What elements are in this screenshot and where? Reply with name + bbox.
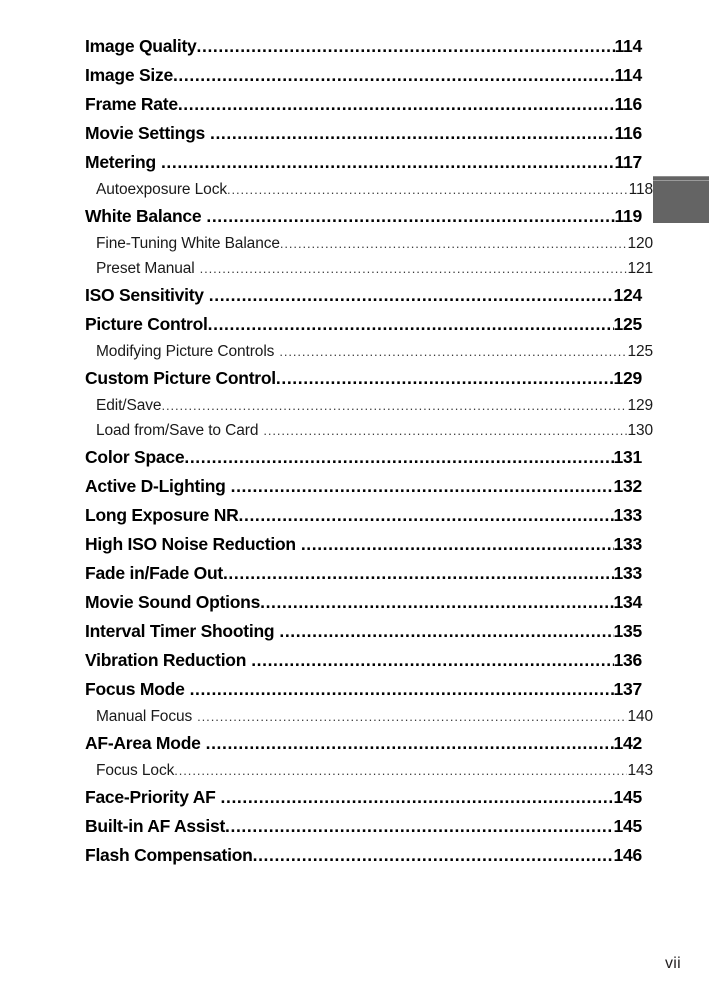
toc-dot-leader: [209, 285, 614, 306]
toc-entry-page-number: 124: [613, 285, 642, 305]
toc-dot-leader: [227, 182, 629, 197]
toc-dot-leader: [279, 344, 627, 359]
toc-entry-page-number: 116: [614, 94, 642, 114]
toc-dot-leader: [200, 261, 628, 276]
toc-entry-label: Preset Manual: [96, 260, 195, 277]
toc-entry-page-number: 131: [613, 447, 642, 467]
toc-entry-label: Manual Focus: [96, 708, 193, 725]
toc-entry-label: Edit/Save: [96, 397, 162, 414]
toc-entry-page-number: 117: [614, 152, 642, 172]
toc-entry-label: Picture Control: [85, 314, 208, 334]
toc-dot-leader: [253, 845, 614, 866]
toc-entry[interactable]: [85, 181, 653, 206]
toc-dot-leader: [206, 733, 614, 754]
toc-dot-leader: [210, 123, 615, 144]
toc-entry-page-number: 114: [614, 65, 642, 85]
toc-entry-page-number: 132: [613, 476, 642, 496]
toc-dot-leader: [206, 206, 614, 227]
toc-dot-leader: [276, 368, 614, 389]
toc-dot-leader: [263, 423, 627, 438]
toc-entry-page-number: 114: [614, 36, 642, 56]
toc-entry-label: Modifying Picture Controls: [96, 343, 275, 360]
toc-entry[interactable]: [85, 94, 642, 123]
toc-entry-label: Vibration Reduction: [85, 650, 247, 670]
toc-entry[interactable]: [85, 534, 642, 563]
toc-entry-label: Color Space: [85, 447, 185, 467]
toc-entry-label: Focus Mode: [85, 679, 185, 699]
toc-entry-page-number: 125: [627, 343, 653, 360]
toc-entry-label: Image Quality: [85, 36, 197, 56]
toc-entry-page-number: 135: [613, 621, 642, 641]
toc-entry-page-number: 120: [627, 235, 653, 252]
toc-entry[interactable]: [85, 368, 642, 397]
toc-dot-leader: [301, 534, 614, 555]
toc-entry-page-number: 134: [613, 592, 642, 612]
toc-dot-leader: [173, 65, 615, 86]
toc-dot-leader: [225, 816, 614, 837]
toc-entry-label: Frame Rate: [85, 94, 178, 114]
toc-entry[interactable]: [85, 762, 653, 787]
toc-entry-label: Autoexposure Lock: [96, 181, 227, 198]
toc-entry-page-number: 142: [613, 733, 642, 753]
toc-entry[interactable]: [85, 235, 653, 260]
toc-entry-label: High ISO Noise Reduction: [85, 534, 296, 554]
toc-entry[interactable]: [85, 816, 642, 845]
toc-entry[interactable]: [85, 447, 642, 476]
toc-entry-page-number: 145: [613, 787, 642, 807]
toc-entry[interactable]: [85, 260, 653, 285]
toc-entry[interactable]: [85, 787, 642, 816]
toc-dot-leader: [178, 94, 615, 115]
page-number: vii: [664, 955, 681, 972]
toc-entry-label: Movie Sound Options: [85, 592, 261, 612]
toc-entry[interactable]: [85, 36, 642, 65]
toc-entry[interactable]: [85, 123, 642, 152]
toc-dot-leader: [197, 709, 627, 724]
toc-entry[interactable]: [85, 563, 642, 592]
toc-dot-leader: [161, 152, 615, 173]
toc-entry-label: Flash Compensation: [85, 845, 253, 865]
toc-entry-label: White Balance: [85, 206, 202, 226]
toc-entry[interactable]: [85, 65, 642, 94]
toc-entry-page-number: 145: [613, 816, 642, 836]
toc-entry[interactable]: [85, 422, 653, 447]
toc-dot-leader: [260, 592, 613, 613]
toc-entry-label: Metering: [85, 152, 156, 172]
toc-entry[interactable]: [85, 708, 653, 733]
toc-entry-page-number: 133: [613, 534, 642, 554]
toc-entry-label: Custom Picture Control: [85, 368, 276, 388]
toc-entry-label: Long Exposure NR: [85, 505, 239, 525]
toc-entry-label: Interval Timer Shooting: [85, 621, 275, 641]
toc-dot-leader: [174, 763, 627, 778]
toc-entry[interactable]: [85, 650, 642, 679]
toc-entry[interactable]: [85, 505, 642, 534]
toc-dot-leader: [251, 650, 613, 671]
toc-entry[interactable]: [85, 285, 642, 314]
toc-entry-label: Active D-Lighting: [85, 476, 226, 496]
toc-entry-label: Built-in AF Assist: [85, 816, 226, 836]
toc-entry[interactable]: [85, 679, 642, 708]
toc-entry-label: ISO Sensitivity: [85, 285, 204, 305]
toc-entry-label: Focus Lock: [96, 762, 175, 779]
toc-entry[interactable]: [85, 621, 642, 650]
toc-dot-leader: [161, 398, 627, 413]
toc-entry-page-number: 129: [613, 368, 642, 388]
toc-dot-leader: [190, 679, 614, 700]
toc-entry-page-number: 130: [627, 422, 653, 439]
toc-dot-leader: [208, 314, 614, 335]
toc-entry[interactable]: [85, 476, 642, 505]
toc-dot-leader: [239, 505, 614, 526]
toc-entry-page-number: 121: [627, 260, 653, 277]
toc-entry[interactable]: [85, 314, 642, 343]
toc-entry-page-number: 118: [628, 181, 653, 198]
toc-entry-page-number: 136: [613, 650, 642, 670]
toc-entry-page-number: 137: [613, 679, 642, 699]
toc-entry-page-number: 119: [614, 206, 642, 226]
toc-entry[interactable]: [85, 397, 653, 422]
toc-entry-page-number: 116: [614, 123, 642, 143]
toc-entry-label: Fine-Tuning White Balance: [96, 235, 280, 252]
toc-entry[interactable]: [85, 152, 642, 181]
toc-entry-page-number: 133: [613, 563, 642, 583]
toc-dot-leader: [223, 563, 614, 584]
toc-entry-label: Load from/Save to Card: [96, 422, 259, 439]
toc-entry[interactable]: [85, 343, 653, 368]
toc-entry[interactable]: [85, 206, 642, 235]
toc-entry-page-number: 146: [613, 845, 642, 865]
toc-dot-leader: [184, 447, 613, 468]
chapter-thumb-tab: [653, 176, 709, 223]
toc-entry-page-number: 140: [627, 708, 653, 725]
toc-entry-label: Face-Priority AF: [85, 787, 216, 807]
toc-dot-leader: [280, 236, 628, 251]
toc-entry-label: AF-Area Mode: [85, 733, 201, 753]
toc-dot-leader: [197, 36, 615, 57]
toc-dot-leader: [279, 621, 613, 642]
toc-entry[interactable]: [85, 845, 642, 874]
toc-entry[interactable]: [85, 733, 642, 762]
toc-dot-leader: [221, 787, 614, 808]
toc-entry-page-number: 133: [613, 505, 642, 525]
toc-dot-leader: [231, 476, 614, 497]
toc-entry-page-number: 129: [627, 397, 653, 414]
toc-entry-label: Image Size: [85, 65, 173, 85]
toc-entry-page-number: 143: [627, 762, 653, 779]
table-of-contents: [85, 36, 653, 874]
toc-entry-label: Movie Settings: [85, 123, 205, 143]
toc-entry-page-number: 125: [613, 314, 642, 334]
toc-entry[interactable]: [85, 592, 642, 621]
toc-entry-label: Fade in/Fade Out: [85, 563, 223, 583]
